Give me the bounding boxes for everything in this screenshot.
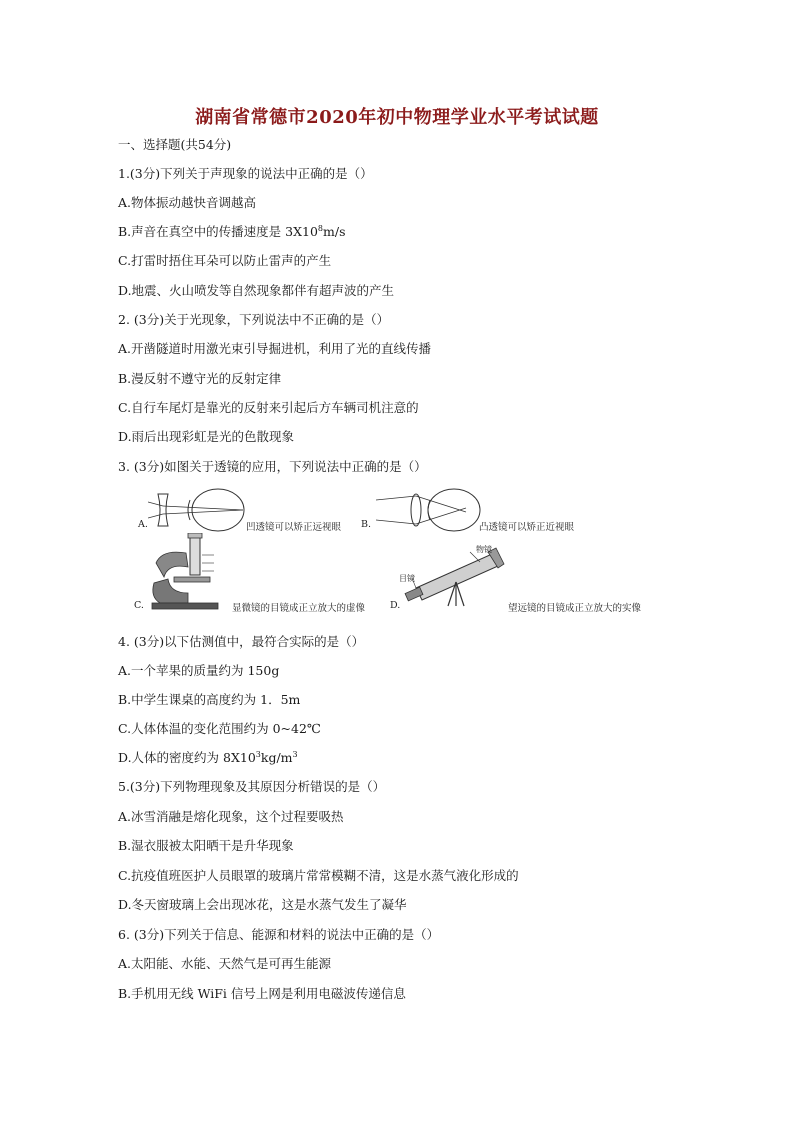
q6-option-a: A.太阳能、水能、天然气是可再生能源	[118, 956, 332, 971]
q5-option-c: C.抗疫值班医护人员眼罩的玻璃片常常模糊不清，这是水蒸气液化形成的	[118, 868, 519, 883]
q1-option-d: D.地震、火山喷发等自然现象都伴有超声波的产生	[118, 283, 395, 298]
section-heading: 一、选择题(共54分)	[118, 137, 232, 152]
q2-option-a: A.开凿隧道时用激光束引导掘进机，利用了光的直线传播	[118, 341, 432, 356]
q2-option-b: B.漫反射不遵守光的反射定律	[118, 371, 282, 386]
eye-convex-lens-diagram	[376, 486, 486, 534]
q1-option-a: A.物体振动越快音调越高	[118, 195, 257, 210]
q5-option-b: B.湿衣服被太阳晒干是升华现象	[118, 838, 294, 853]
q3-a-text: 凹透镜可以矫正远视眼	[246, 522, 342, 533]
microscope-diagram	[148, 533, 228, 611]
q3-a-letter: A.	[138, 519, 148, 530]
telescope-eyepiece-label: 目镜	[399, 574, 415, 583]
q1-stem: 1.(3分)下列关于声现象的说法中正确的是（）	[118, 166, 373, 181]
q3-c-letter: C.	[134, 600, 144, 611]
q1-b-text: B.声音在真空中的传播速度是 3X10	[118, 224, 318, 239]
q6-option-b: B.手机用无线 WiFi 信号上网是利用电磁波传递信息	[118, 986, 406, 1001]
q4-option-c: C.人体体温的变化范围约为 0~42℃	[118, 721, 321, 736]
q5-option-a: A.冰雪消融是熔化现象，这个过程要吸热	[118, 809, 344, 824]
q4-d-exponent: 3	[255, 750, 261, 759]
q3-b-letter: B.	[361, 519, 372, 530]
q3-stem: 3. (3分)如图关于透镜的应用，下列说法中正确的是（）	[118, 459, 427, 474]
q3-d-letter: D.	[390, 600, 401, 611]
q1-option-c: C.打雷时捂住耳朵可以防止雷声的产生	[118, 253, 332, 268]
q1-option-b	[118, 224, 345, 240]
q1-b-exponent: 8	[317, 224, 323, 233]
page-title: 湖南省常德市2020年初中物理学业水平考试试题	[195, 107, 599, 128]
q1-b-unit: m/s	[323, 224, 346, 239]
q4-d-text: D.人体的密度约为 8X10	[118, 750, 256, 765]
q4-d-unit: kg/m	[260, 750, 293, 765]
q4-option-d	[118, 750, 298, 766]
q3-c-text: 显微镜的目镜成正立放大的虚像	[232, 603, 366, 614]
q3-d-text: 望远镜的目镜成正立放大的实像	[508, 603, 642, 614]
q5-stem: 5.(3分)下列物理现象及其原因分析错误的是（）	[118, 779, 386, 794]
q2-option-c: C.自行车尾灯是靠光的反射来引起后方车辆司机注意的	[118, 400, 419, 415]
eye-concave-lens-diagram	[148, 486, 248, 534]
q4-d-unit-exponent: 3	[292, 750, 298, 759]
q2-stem: 2. (3分)关于光现象，下列说法中不正确的是（）	[118, 312, 390, 327]
q4-option-a: A.一个苹果的质量约为 150g	[118, 663, 280, 678]
q5-option-d: D.冬天窗玻璃上会出现冰花，这是水蒸气发生了凝华	[118, 897, 407, 912]
telescope-objective-label: 物镜	[476, 545, 492, 554]
q4-stem: 4. (3分)以下估测值中，最符合实际的是（）	[118, 634, 365, 649]
q4-option-b: B.中学生课桌的高度约为 1．5m	[118, 692, 301, 707]
q2-option-d: D.雨后出现彩虹是光的色散现象	[118, 429, 295, 444]
q3-b-text: 凸透镜可以矫正近视眼	[479, 522, 575, 533]
q6-stem: 6. (3分)下列关于信息、能源和材料的说法中正确的是（）	[118, 927, 440, 942]
